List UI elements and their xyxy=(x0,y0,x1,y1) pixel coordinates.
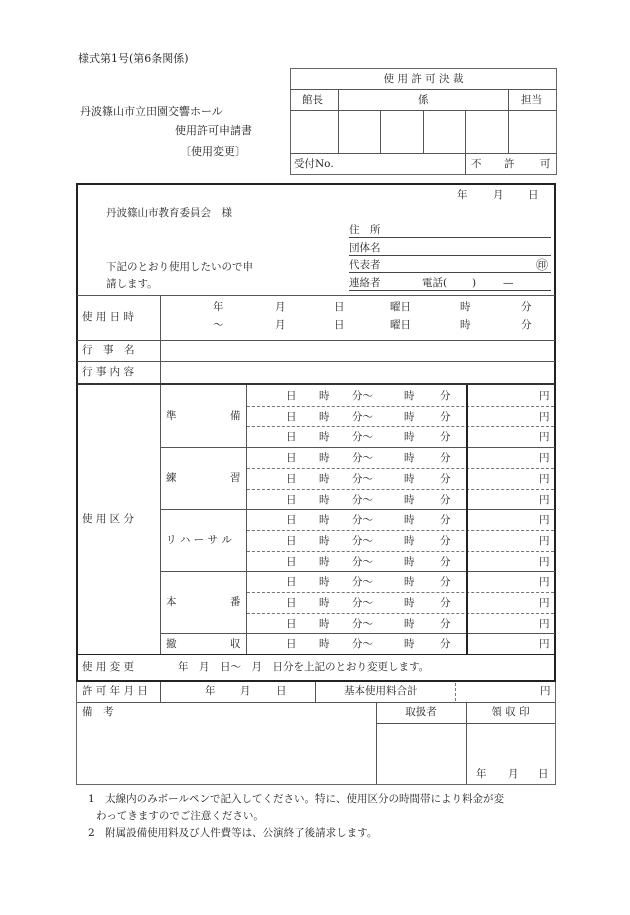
time-unit-label: 日 xyxy=(286,390,297,402)
group-divider xyxy=(161,447,555,448)
time-unit-label: 時 xyxy=(319,472,330,485)
time-unit-label: 時 xyxy=(319,410,330,423)
time-unit-label: 日 xyxy=(286,514,297,527)
permit-date-label: 許 可 年 月 日 xyxy=(82,685,148,697)
group-divider xyxy=(161,509,555,510)
note-1-cont: わってきますのでご注意ください。 xyxy=(96,810,264,822)
time-unit-label: 時 xyxy=(319,555,330,568)
receipt-month: 月 xyxy=(508,768,519,780)
phone-label: 電話( xyxy=(422,277,448,289)
usage-category-name: 撤 xyxy=(166,637,177,650)
row-divider-dashed xyxy=(247,592,554,593)
main-form-frame xyxy=(76,183,556,682)
time-unit-label: 分～ xyxy=(352,597,373,609)
time-unit-label: 時 xyxy=(404,493,415,506)
group-divider xyxy=(161,633,555,634)
time-unit-label: 分 xyxy=(440,597,451,609)
in-charge-label: 担当 xyxy=(521,94,542,106)
phone-dash: — xyxy=(503,277,514,289)
fee-yen[interactable]: 円 xyxy=(539,452,550,465)
approval-heading: 使 用 許 可 決 裁 xyxy=(383,73,464,85)
time-unit-label: 分～ xyxy=(352,431,373,444)
fee-yen[interactable]: 円 xyxy=(539,493,550,506)
time-unit-label: 分～ xyxy=(352,638,373,651)
event-name-label: 行 事 名 xyxy=(82,344,135,356)
time-unit-label: 時 xyxy=(319,638,330,651)
time-unit-label: 分 xyxy=(440,638,451,651)
time-unit-label: 分～ xyxy=(352,534,373,547)
time-unit-label: 分～ xyxy=(352,472,373,485)
fee-yen[interactable]: 円 xyxy=(539,390,550,402)
time-unit-label: 日 xyxy=(286,617,297,630)
event-content-label: 行 事 内 容 xyxy=(82,366,135,378)
fee-yen[interactable]: 円 xyxy=(539,410,550,423)
time-unit-label: 時 xyxy=(319,431,330,444)
group-divider xyxy=(161,571,555,572)
representative-field[interactable] xyxy=(349,272,551,273)
form-subtitle: 〔使用変更〕 xyxy=(180,145,246,158)
decision-not-label: 不 xyxy=(471,158,482,170)
usage-category-label: 使 用 区 分 xyxy=(82,513,135,525)
usage-datetime-unit: ～ xyxy=(213,319,224,331)
time-unit-label: 分～ xyxy=(352,452,373,465)
time-unit-label: 分 xyxy=(440,452,451,465)
time-unit-label: 分～ xyxy=(352,576,373,589)
usage-category-name-end: 習 xyxy=(230,472,241,485)
seal-mark-icon: ㊞ xyxy=(536,258,549,272)
time-unit-label: 日 xyxy=(286,493,297,506)
contact-field[interactable] xyxy=(349,290,551,291)
time-unit-label: 分 xyxy=(440,555,451,568)
time-unit-label: 時 xyxy=(404,555,415,568)
phone-close: ) xyxy=(472,277,477,289)
fee-yen[interactable]: 円 xyxy=(539,576,550,589)
form-title-facility: 丹波篠山市立田園交響ホール xyxy=(80,105,223,118)
usage-datetime-unit: 分 xyxy=(521,301,532,313)
form-number: 様式第1号(第6条関係) xyxy=(78,52,189,65)
fee-yen[interactable]: 円 xyxy=(539,638,550,651)
usage-datetime-unit: 年 xyxy=(213,301,224,313)
group-name-field[interactable] xyxy=(349,255,551,256)
usage-category-name: 本 xyxy=(166,596,177,609)
usage-category-name: リ ハ ー サ ル xyxy=(166,534,232,547)
fee-yen[interactable]: 円 xyxy=(539,555,550,568)
group-name-label: 団体名 xyxy=(349,242,381,254)
header-month: 月 xyxy=(493,189,504,201)
time-unit-label: 時 xyxy=(319,452,330,465)
note-1: 1 太線内のみボールペンで記入してください。特に、使用区分の時間帯により料金が変 xyxy=(88,793,504,805)
time-unit-label: 分 xyxy=(440,390,451,402)
receipt-year: 年 xyxy=(476,768,487,780)
row-divider-dashed xyxy=(247,426,554,427)
time-unit-label: 時 xyxy=(404,638,415,651)
receipt-day: 日 xyxy=(538,768,549,780)
time-unit-label: 分 xyxy=(440,576,451,589)
time-unit-label: 日 xyxy=(286,638,297,651)
fee-total-label: 基本使用料合計 xyxy=(344,685,418,697)
fee-yen[interactable]: 円 xyxy=(539,534,550,547)
time-unit-label: 分 xyxy=(440,472,451,485)
permit-month: 月 xyxy=(240,685,251,697)
fee-yen[interactable]: 円 xyxy=(539,472,550,485)
usage-datetime-unit: 曜日 xyxy=(390,301,411,313)
time-unit-label: 時 xyxy=(404,452,415,465)
permit-day: 日 xyxy=(276,685,287,697)
usage-category-name-end: 収 xyxy=(230,637,241,650)
director-label: 館長 xyxy=(302,94,323,106)
receipt-no-label: 受付No. xyxy=(294,158,334,170)
time-unit-label: 分 xyxy=(440,410,451,423)
time-unit-label: 日 xyxy=(286,555,297,568)
time-unit-label: 時 xyxy=(404,390,415,402)
decision-permit-label: 許 xyxy=(504,158,515,170)
usage-change-label: 使 用 変 更 xyxy=(82,661,135,673)
decision-ok-label: 可 xyxy=(540,158,551,170)
event-content-field[interactable] xyxy=(161,362,554,382)
fee-yen[interactable]: 円 xyxy=(539,597,550,609)
usage-category-name: 練 xyxy=(166,472,177,485)
time-unit-label: 時 xyxy=(404,410,415,423)
request-text-line1: 下記のとおり使用したいので申 xyxy=(106,261,253,273)
receipt-seal-label: 領 収 印 xyxy=(491,706,530,718)
time-unit-label: 分～ xyxy=(352,514,373,527)
fee-yen[interactable]: 円 xyxy=(539,514,550,527)
remarks-field[interactable] xyxy=(78,720,374,782)
row-divider-dashed xyxy=(247,530,554,531)
time-unit-label: 分 xyxy=(440,431,451,444)
time-unit-label: 時 xyxy=(404,472,415,485)
fee-total-yen[interactable]: 円 xyxy=(540,685,551,697)
usage-datetime-unit: 日 xyxy=(334,319,345,331)
contact-label: 連絡者 xyxy=(349,277,381,289)
time-unit-label: 時 xyxy=(319,534,330,547)
row-divider-dashed xyxy=(247,468,554,469)
time-unit-label: 時 xyxy=(319,576,330,589)
time-unit-label: 日 xyxy=(286,472,297,485)
time-unit-label: 日 xyxy=(286,576,297,589)
usage-datetime-unit: 時 xyxy=(460,319,471,331)
usage-datetime-unit: 月 xyxy=(275,319,286,331)
fee-column-divider xyxy=(466,385,468,654)
usage-datetime-unit: 月 xyxy=(275,301,286,313)
time-unit-label: 日 xyxy=(286,597,297,609)
time-unit-label: 分～ xyxy=(352,410,373,423)
note-2: 2 附属設備使用料及び人件費等は、公演終了後請求します。 xyxy=(88,827,378,839)
usage-category-name-end: 番 xyxy=(230,596,241,609)
addressee: 丹波篠山市教育委員会 様 xyxy=(106,207,232,219)
time-unit-label: 分 xyxy=(440,493,451,506)
time-unit-label: 時 xyxy=(319,597,330,609)
time-unit-label: 分～ xyxy=(352,617,373,630)
time-unit-label: 時 xyxy=(404,514,415,527)
time-unit-label: 分～ xyxy=(352,555,373,568)
usage-category-name: 準 xyxy=(166,410,177,423)
request-text-line2: 請します。 xyxy=(106,278,158,290)
permit-year: 年 xyxy=(205,685,216,697)
usage-datetime-unit: 曜日 xyxy=(390,319,411,331)
time-unit-label: 時 xyxy=(404,597,415,609)
time-unit-label: 分 xyxy=(440,514,451,527)
time-unit-label: 分 xyxy=(440,617,451,630)
time-unit-label: 時 xyxy=(404,534,415,547)
time-unit-label: 日 xyxy=(286,410,297,423)
usage-datetime-unit: 分 xyxy=(521,319,532,331)
time-unit-label: 日 xyxy=(286,452,297,465)
staff-label: 係 xyxy=(418,94,429,106)
form-title: 使用許可申請書 xyxy=(175,124,252,137)
fee-yen[interactable]: 円 xyxy=(539,431,550,444)
usage-datetime-unit: 日 xyxy=(334,301,345,313)
time-unit-label: 時 xyxy=(319,390,330,402)
time-unit-label: 日 xyxy=(286,534,297,547)
representative-label: 代表者 xyxy=(349,259,381,271)
event-name-field[interactable] xyxy=(161,341,554,361)
time-unit-label: 分～ xyxy=(352,493,373,506)
row-divider-dashed xyxy=(247,613,554,614)
time-unit-label: 時 xyxy=(404,431,415,444)
row-divider-dashed xyxy=(247,489,554,490)
handler-label: 取扱者 xyxy=(405,706,437,718)
row-divider-dashed xyxy=(247,551,554,552)
time-unit-label: 分 xyxy=(440,534,451,547)
usage-datetime-label: 使 用 日 時 xyxy=(82,311,135,323)
fee-yen[interactable]: 円 xyxy=(539,617,550,630)
remarks-label: 備 考 xyxy=(82,706,114,718)
time-unit-label: 時 xyxy=(319,493,330,506)
time-unit-label: 分～ xyxy=(352,390,373,402)
time-unit-label: 時 xyxy=(404,576,415,589)
usage-change-text[interactable]: 年 月 日～ 月 日分を上記のとおり変更します。 xyxy=(178,661,430,673)
header-day: 日 xyxy=(528,189,539,201)
time-unit-label: 時 xyxy=(319,617,330,630)
time-unit-label: 時 xyxy=(319,514,330,527)
header-year: 年 xyxy=(457,189,468,201)
usage-datetime-unit: 時 xyxy=(460,301,471,313)
time-unit-label: 日 xyxy=(286,431,297,444)
time-unit-label: 時 xyxy=(404,617,415,630)
address-field[interactable] xyxy=(349,237,551,238)
usage-category-name-end: 備 xyxy=(230,410,241,423)
row-divider-dashed xyxy=(247,406,554,407)
address-label: 住 所 xyxy=(349,224,381,236)
